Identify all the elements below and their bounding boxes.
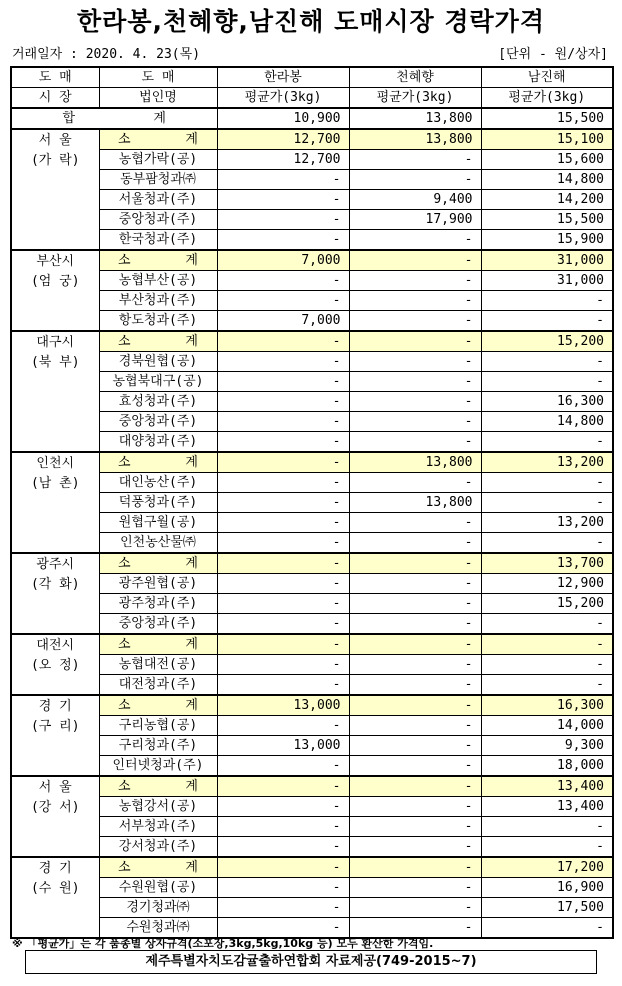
table-row: [11, 210, 613, 230]
corp-name: 수원청과㈜: [99, 918, 217, 939]
subtotal-row: [11, 331, 613, 352]
market-district: (북 부): [30, 355, 80, 370]
page-title: 한라봉,천혜향,남진해 도매시장 경락가격: [77, 7, 545, 36]
market-district: (강 서): [30, 800, 80, 815]
price-value: 14,800: [481, 412, 613, 432]
trade-date: 거래일자 : 2020. 4. 23(목): [12, 47, 201, 62]
subtotal-label: 소 계: [99, 776, 217, 797]
table-row: [11, 716, 613, 736]
header-product-cheonhyehyang: 천혜향: [349, 67, 481, 88]
price-value: -: [217, 634, 349, 655]
market-city: 부산시: [36, 254, 75, 269]
market-city: 광주시: [36, 557, 75, 572]
price-value: -: [349, 594, 481, 614]
market-district: (엄 궁): [30, 274, 80, 289]
corp-name: 농협강서(공): [99, 797, 217, 817]
market-name: [11, 634, 99, 695]
price-value: 9,300: [481, 736, 613, 756]
price-value: 15,100: [481, 129, 613, 150]
subtotal-label: 소 계: [99, 331, 217, 352]
market-name: [11, 695, 99, 776]
subtotal-label: 소 계: [99, 634, 217, 655]
subtotal-label: 소 계: [99, 857, 217, 878]
table-row: [11, 513, 613, 533]
market-district: (수 원): [30, 881, 80, 896]
price-value: -: [217, 352, 349, 372]
corp-name: 농협가락(공): [99, 150, 217, 170]
price-value: -: [349, 878, 481, 898]
price-value: -: [481, 533, 613, 554]
price-value: -: [217, 675, 349, 696]
corp-name: 광주청과(주): [99, 594, 217, 614]
price-value: -: [349, 817, 481, 837]
table-row: [11, 412, 613, 432]
market-name: [11, 331, 99, 452]
price-value: -: [481, 493, 613, 513]
price-value: -: [349, 250, 481, 271]
header-market-2: 시 장: [11, 88, 99, 109]
price-value: 16,300: [481, 392, 613, 412]
total-label: 합 계: [11, 108, 217, 129]
table-row: [11, 170, 613, 190]
table-row: [11, 392, 613, 412]
table-row: [11, 655, 613, 675]
market-name: [11, 553, 99, 634]
subtotal-label: 소 계: [99, 250, 217, 271]
header-product-hallabong: 한라봉: [217, 67, 349, 88]
price-value: -: [349, 797, 481, 817]
market-city: 대구시: [36, 335, 75, 350]
subtotal-row: [11, 250, 613, 271]
price-value: 15,500: [481, 210, 613, 230]
price-value: -: [217, 493, 349, 513]
price-value: -: [349, 736, 481, 756]
price-value: 13,200: [481, 452, 613, 473]
footnote: ※ 「평균가」는 각 품종별 상자규격(소포장,3kg,5kg,10kg 등) 모두 환산한 가격임.: [12, 937, 434, 950]
corp-name: 수원원협(공): [99, 878, 217, 898]
price-value: -: [217, 655, 349, 675]
price-value: -: [217, 553, 349, 574]
subtotal-row: [11, 553, 613, 574]
corp-name: 인터넷청과(주): [99, 756, 217, 777]
table-row: [11, 352, 613, 372]
market-name: [11, 250, 99, 331]
corp-name: 중앙청과(주): [99, 412, 217, 432]
subtotal-row: [11, 776, 613, 797]
table-row: [11, 736, 613, 756]
corp-name: 구리청과(주): [99, 736, 217, 756]
total-value: 13,800: [349, 108, 481, 129]
price-value: -: [481, 837, 613, 858]
price-value: -: [217, 412, 349, 432]
price-value: 12,700: [217, 129, 349, 150]
table-row: [11, 150, 613, 170]
price-value: -: [349, 695, 481, 716]
price-value: 13,800: [349, 493, 481, 513]
price-value: -: [217, 533, 349, 554]
price-value: -: [217, 170, 349, 190]
price-value: 15,200: [481, 331, 613, 352]
price-value: 31,000: [481, 271, 613, 291]
corp-name: 광주원협(공): [99, 574, 217, 594]
price-value: 15,600: [481, 150, 613, 170]
price-value: -: [217, 756, 349, 777]
corp-name: 원협구월(공): [99, 513, 217, 533]
price-value: -: [349, 533, 481, 554]
price-value: 31,000: [481, 250, 613, 271]
price-value: -: [481, 352, 613, 372]
corp-name: 대양청과(주): [99, 432, 217, 453]
price-value: 13,400: [481, 776, 613, 797]
price-value: 17,900: [349, 210, 481, 230]
price-value: -: [349, 776, 481, 797]
subtotal-label: 소 계: [99, 452, 217, 473]
market-district: (각 화): [30, 577, 80, 592]
corp-name: 중앙청과(주): [99, 614, 217, 635]
price-value: 17,500: [481, 898, 613, 918]
market-city: 경 기: [38, 699, 72, 714]
header-avg-1: 평균가(3kg): [217, 88, 349, 109]
price-value: -: [349, 432, 481, 453]
price-value: -: [481, 614, 613, 635]
subtotal-row: [11, 695, 613, 716]
market-name: [11, 452, 99, 553]
table-row: [11, 797, 613, 817]
corp-name: 한국청과(주): [99, 230, 217, 251]
header-avg-2: 평균가(3kg): [349, 88, 481, 109]
price-value: 7,000: [217, 250, 349, 271]
price-value: 15,900: [481, 230, 613, 251]
price-value: -: [217, 594, 349, 614]
price-value: 12,900: [481, 574, 613, 594]
market-name: [11, 857, 99, 938]
price-value: -: [349, 291, 481, 311]
price-value: -: [349, 170, 481, 190]
market-name: [11, 129, 99, 250]
market-name: [11, 776, 99, 857]
corp-name: 동부팜청과㈜: [99, 170, 217, 190]
price-value: 13,700: [481, 553, 613, 574]
subtotal-label: 소 계: [99, 695, 217, 716]
corp-name: 농협대전(공): [99, 655, 217, 675]
table-row: [11, 898, 613, 918]
price-value: 13,000: [217, 736, 349, 756]
price-value: -: [217, 918, 349, 939]
price-value: -: [349, 756, 481, 777]
price-value: -: [217, 513, 349, 533]
price-value: -: [481, 291, 613, 311]
price-value: -: [349, 837, 481, 858]
price-value: -: [349, 412, 481, 432]
total-value: 10,900: [217, 108, 349, 129]
price-value: -: [349, 473, 481, 493]
price-value: -: [217, 190, 349, 210]
subtotal-label: 소 계: [99, 129, 217, 150]
table-row: [11, 756, 613, 777]
price-value: -: [349, 271, 481, 291]
header-market: 도 매: [11, 67, 99, 88]
price-value: 15,200: [481, 594, 613, 614]
price-value: 13,400: [481, 797, 613, 817]
price-value: -: [217, 372, 349, 392]
subtotal-row: [11, 452, 613, 473]
market-city: 서 울: [38, 133, 72, 148]
price-value: -: [349, 716, 481, 736]
price-value: -: [481, 432, 613, 453]
corp-name: 부산청과(주): [99, 291, 217, 311]
price-value: -: [481, 473, 613, 493]
price-value: -: [481, 675, 613, 696]
corp-name: 대인농산(주): [99, 473, 217, 493]
corp-name: 인천농산물㈜: [99, 533, 217, 554]
price-value: -: [217, 857, 349, 878]
price-value: -: [349, 311, 481, 332]
price-value: -: [217, 291, 349, 311]
table-row: [11, 291, 613, 311]
table-row: [11, 493, 613, 513]
table-row: [11, 230, 613, 251]
price-value: -: [349, 857, 481, 878]
table-row: [11, 574, 613, 594]
price-value: -: [217, 716, 349, 736]
price-value: -: [217, 230, 349, 251]
price-value: 14,000: [481, 716, 613, 736]
market-district: (남 촌): [30, 476, 80, 491]
corp-name: 서울청과(주): [99, 190, 217, 210]
price-value: -: [349, 614, 481, 635]
price-value: -: [481, 372, 613, 392]
price-value: 7,000: [217, 311, 349, 332]
header-corp: 도 매: [99, 67, 217, 88]
subtotal-row: [11, 634, 613, 655]
price-value: 16,900: [481, 878, 613, 898]
price-value: -: [481, 655, 613, 675]
price-value: -: [349, 150, 481, 170]
table-row: [11, 311, 613, 332]
price-value: -: [217, 898, 349, 918]
table-row: [11, 271, 613, 291]
table-row: [11, 432, 613, 453]
price-value: -: [349, 372, 481, 392]
table-row: [11, 878, 613, 898]
price-value: -: [217, 392, 349, 412]
price-value: -: [217, 817, 349, 837]
price-value: 13,800: [349, 129, 481, 150]
header-avg-3: 평균가(3kg): [481, 88, 613, 109]
table-row: [11, 817, 613, 837]
price-value: -: [349, 675, 481, 696]
corp-name: 구리농협(공): [99, 716, 217, 736]
price-value: -: [349, 655, 481, 675]
price-value: -: [217, 331, 349, 352]
price-value: -: [217, 776, 349, 797]
price-value: -: [481, 311, 613, 332]
price-value: 9,400: [349, 190, 481, 210]
table-row: [11, 837, 613, 858]
table-row: [11, 594, 613, 614]
corp-name: 서부청과(주): [99, 817, 217, 837]
price-value: -: [217, 271, 349, 291]
corp-name: 덕풍청과(주): [99, 493, 217, 513]
price-table: [10, 66, 614, 939]
market-district: (구 리): [30, 719, 80, 734]
corp-name: 항도청과(주): [99, 311, 217, 332]
price-value: -: [349, 574, 481, 594]
price-value: -: [349, 918, 481, 939]
price-value: -: [349, 230, 481, 251]
corp-name: 대전청과(주): [99, 675, 217, 696]
corp-name: 강서청과(주): [99, 837, 217, 858]
corp-name: 효성청과(주): [99, 392, 217, 412]
header-corp-2: 법인명: [99, 88, 217, 109]
table-row: [11, 533, 613, 554]
price-value: -: [349, 634, 481, 655]
subtotal-row: [11, 129, 613, 150]
price-value: -: [349, 898, 481, 918]
price-value: -: [217, 210, 349, 230]
price-value: -: [217, 797, 349, 817]
market-city: 경 기: [38, 861, 72, 876]
price-value: 12,700: [217, 150, 349, 170]
market-district: (오 정): [30, 658, 80, 673]
price-value: -: [217, 452, 349, 473]
market-city: 서 울: [38, 780, 72, 795]
price-value: 13,200: [481, 513, 613, 533]
price-value: -: [481, 918, 613, 939]
market-city: 인천시: [36, 456, 75, 471]
corp-name: 농협북대구(공): [99, 372, 217, 392]
corp-name: 농협부산(공): [99, 271, 217, 291]
price-value: -: [349, 352, 481, 372]
price-value: -: [217, 878, 349, 898]
price-value: -: [217, 837, 349, 858]
price-value: -: [349, 553, 481, 574]
price-value: 13,800: [349, 452, 481, 473]
source-footer: 제주특별자치도감귤출하연합회 자료제공(749-2015~7): [25, 950, 597, 974]
corp-name: 경기청과㈜: [99, 898, 217, 918]
corp-name: 경북원협(공): [99, 352, 217, 372]
price-value: -: [349, 331, 481, 352]
price-value: 13,000: [217, 695, 349, 716]
table-row: [11, 190, 613, 210]
price-value: 18,000: [481, 756, 613, 777]
header-product-namjinhae: 남진해: [481, 67, 613, 88]
subtotal-row: [11, 857, 613, 878]
price-value: 17,200: [481, 857, 613, 878]
price-value: -: [217, 574, 349, 594]
price-value: -: [217, 432, 349, 453]
market-city: 대전시: [36, 638, 75, 653]
total-value: 15,500: [481, 108, 613, 129]
corp-name: 중앙청과(주): [99, 210, 217, 230]
subtotal-label: 소 계: [99, 553, 217, 574]
total-row: [11, 108, 613, 129]
price-value: -: [481, 817, 613, 837]
table-row: [11, 675, 613, 696]
price-value: -: [217, 473, 349, 493]
price-value: 16,300: [481, 695, 613, 716]
price-value: 14,800: [481, 170, 613, 190]
table-row: [11, 473, 613, 493]
unit-label: [단위 - 원/상자]: [498, 47, 608, 62]
table-row: [11, 372, 613, 392]
price-value: -: [481, 634, 613, 655]
price-value: 14,200: [481, 190, 613, 210]
table-row: [11, 614, 613, 635]
price-value: -: [349, 392, 481, 412]
market-district: (가 락): [30, 153, 80, 168]
price-value: -: [349, 513, 481, 533]
price-value: -: [217, 614, 349, 635]
